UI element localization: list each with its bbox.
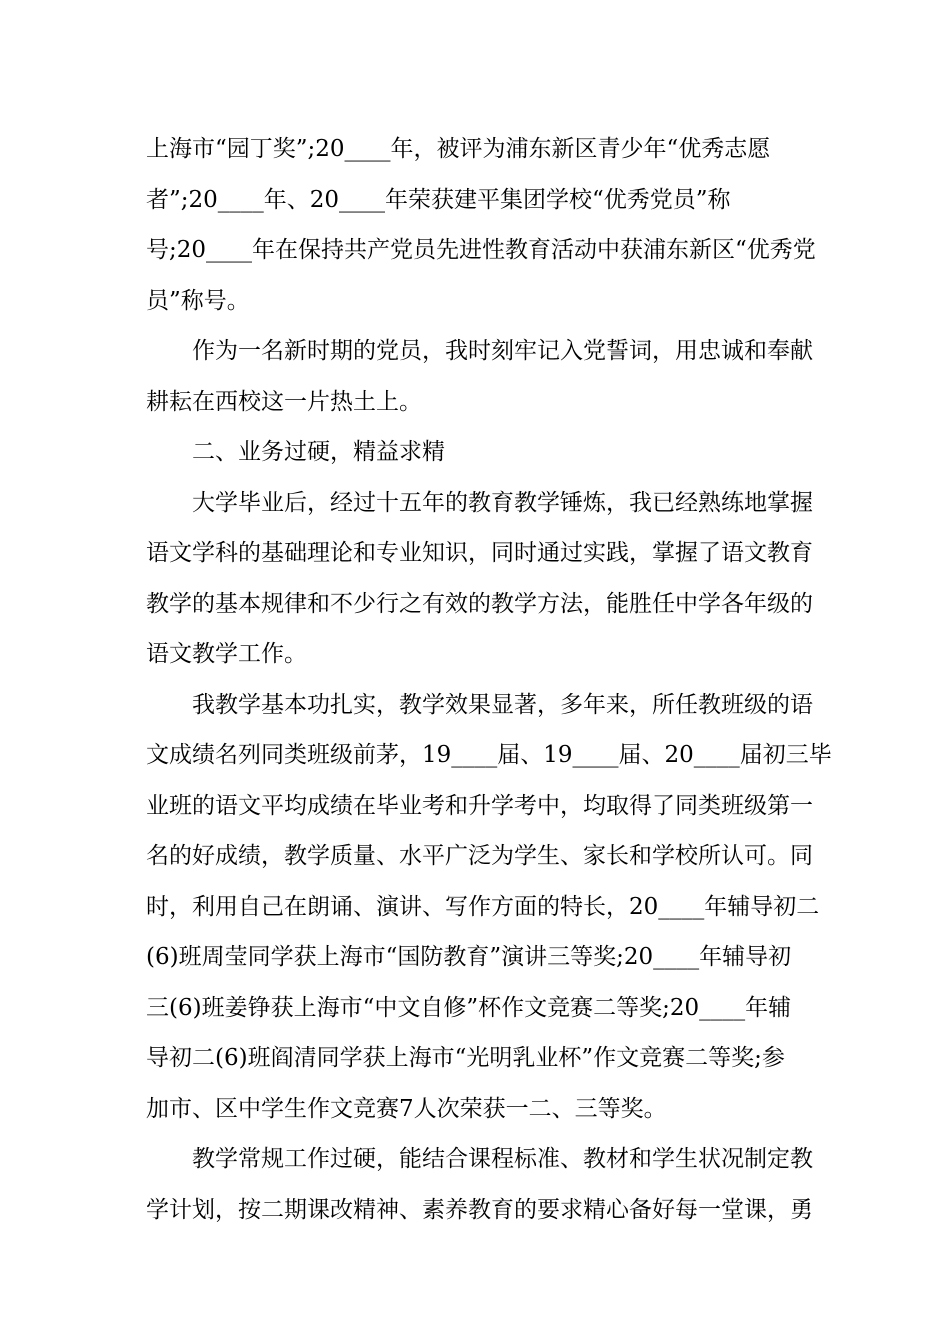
text-line: 文成绩名列同类班级前茅，19____届、19____届、20____届初三毕 bbox=[146, 742, 832, 768]
text-line: 者”;20____年、20____年荣获建平集团学校“优秀党员”称 bbox=[146, 186, 731, 213]
text-line: 作为一名新时期的党员，我时刻牢记入党誓词，用忠诚和奉献 bbox=[192, 338, 813, 364]
text-line: 时，利用自己在朗诵、演讲、写作方面的特长，20____年辅导初二 bbox=[146, 893, 820, 920]
text-line: 教学常规工作过硬，能结合课程标准、教材和学生状况制定教 bbox=[192, 1146, 813, 1172]
text-line: 大学毕业后，经过十五年的教育教学锤炼，我已经熟练地掌握 bbox=[192, 489, 813, 516]
text-line: 语文教学工作。 bbox=[146, 641, 307, 667]
text-line: 我教学基本功扎实，教学效果显著，多年来，所任教班级的语 bbox=[192, 691, 813, 718]
text-line: 上海市“园丁奖”;20____年，被评为浦东新区青少年“优秀志愿 bbox=[146, 136, 771, 162]
text-line: (6)班周莹同学获上海市“国防教育”演讲三等奖;20____年辅导初 bbox=[146, 944, 792, 970]
text-line: 三(6)班姜铮获上海市“中文自修”杯作文竞赛二等奖;20____年辅 bbox=[146, 994, 792, 1021]
text-line: 业班的语文平均成绩在毕业考和升学考中，均取得了同类班级第一 bbox=[146, 792, 813, 819]
text-line: 名的好成绩，教学质量、水平广泛为学生、家长和学校所认可。同 bbox=[146, 843, 813, 869]
text-line: 员”称号。 bbox=[146, 287, 250, 314]
text-line: 教学的基本规律和不少行之有效的教学方法，能胜任中学各年级的 bbox=[146, 590, 813, 617]
text-line: 号;20____年在保持共产党员先进性教育活动中获浦东新区“优秀党 bbox=[146, 237, 816, 263]
text-line: 学计划，按二期课改精神、素养教育的要求精心备好每一堂课，勇 bbox=[146, 1196, 813, 1223]
document-page bbox=[146, 124, 832, 1235]
text-line: 加市、区中学生作文竞赛7人次荣获一二、三等奖。 bbox=[146, 1095, 667, 1122]
section-heading: 二、业务过硬，精益求精 bbox=[192, 439, 445, 465]
text-line: 语文学科的基础理论和专业知识，同时通过实践，掌握了语文教育 bbox=[146, 540, 813, 566]
text-line: 导初二(6)班阎清同学获上海市“光明乳业杯”作文竞赛二等奖;参 bbox=[146, 1045, 785, 1071]
text-line: 耕耘在西校这一片热土上。 bbox=[146, 388, 422, 415]
